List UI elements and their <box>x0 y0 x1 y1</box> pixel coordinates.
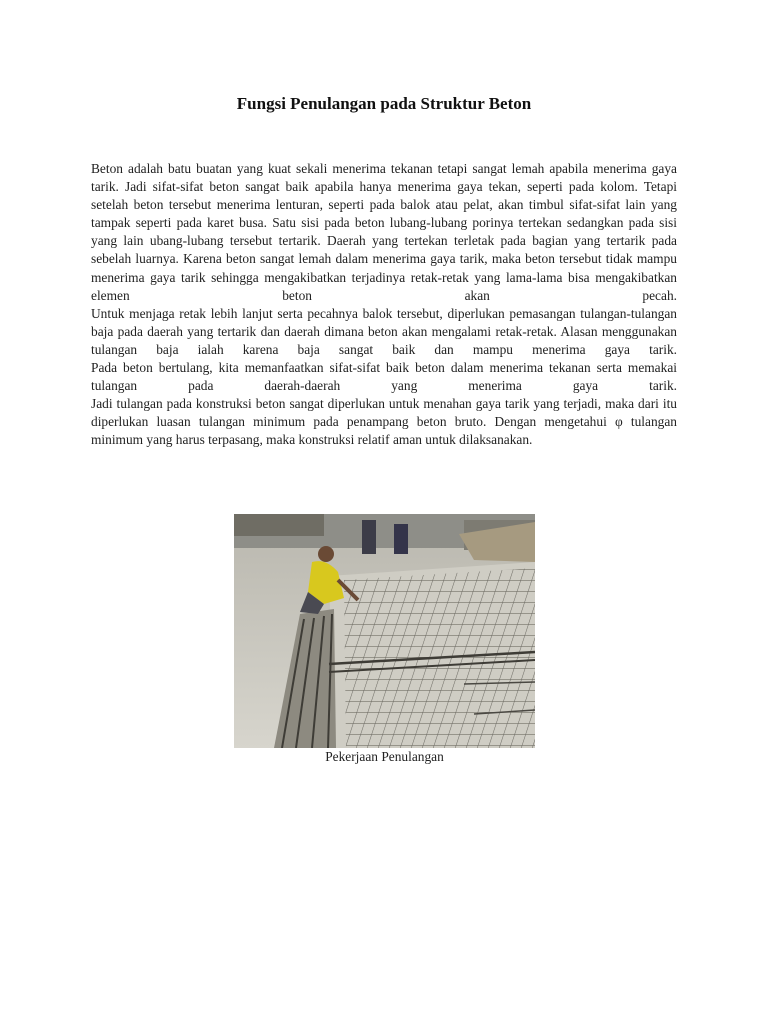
paragraph-4: Jadi tulangan pada konstruksi beton sangat diperlukan untuk menahan gaya tarik yang terjadi, maka dari itu diperlukan luasan tulangan minimum pada penampang beton bruto. Dengan mengetahui φ tulangan minimum yang harus terpasang, maka konstruksi relatif aman untuk dilaksanakan. <box>91 396 677 448</box>
figure-caption: Pekerjaan Penulangan <box>325 749 444 764</box>
paragraph-2: Untuk menjaga retak lebih lanjut serta pecahnya balok tersebut, diperlukan pemasangan tulangan-tulangan baja pada daerah yang tertarik dan daerah dimana beton akan mengalami retak-retak. Alasan menggunakan tulangan baja ialah karena baja sangat baik dan mampu menerima gaya tarik. <box>91 305 677 357</box>
rebar-work-photo-drawing <box>234 514 535 748</box>
paragraph-1: Beton adalah batu buatan yang kuat sekali menerima tekanan tetapi sangat lemah apabila menerima gaya tarik. Jadi sifat-sifat beton sangat baik apabila hanya menerima gaya tekan, seperti pada kolom. Tetapi setelah beton tersebut menerima lenturan, seperti pada balok atau pelat, akan timbul sifat-sifat lain yang tampak seperti pada karet busa. Satu sisi pada beton lubang-lubang porinya tertekan sedangkan pada sisi yang lain ubang-lubang tersebut tertarik. Daerah yang tertekan terletak pada bagian yang tertarik pada sebelah luarnya. Karena beton sangat lemah dalam menerima gaya tarik, maka beton tersebut tidak mampu menerima gaya tarik sehingga mengakibatkan terjadinya retak-retak yang lama-lama bisa mengakibatkan elemen beton akan pecah. <box>91 161 677 303</box>
body-text <box>91 160 677 450</box>
rebar-work-photo <box>234 514 535 748</box>
paragraph-3: Pada beton bertulang, kita memanfaatkan sifat-sifat baik beton dalam menerima tekanan serta memakai tulangan pada daerah-daerah yang menerima gaya tarik. <box>91 360 677 394</box>
document-title: Fungsi Penulangan pada Struktur Beton <box>236 94 532 113</box>
